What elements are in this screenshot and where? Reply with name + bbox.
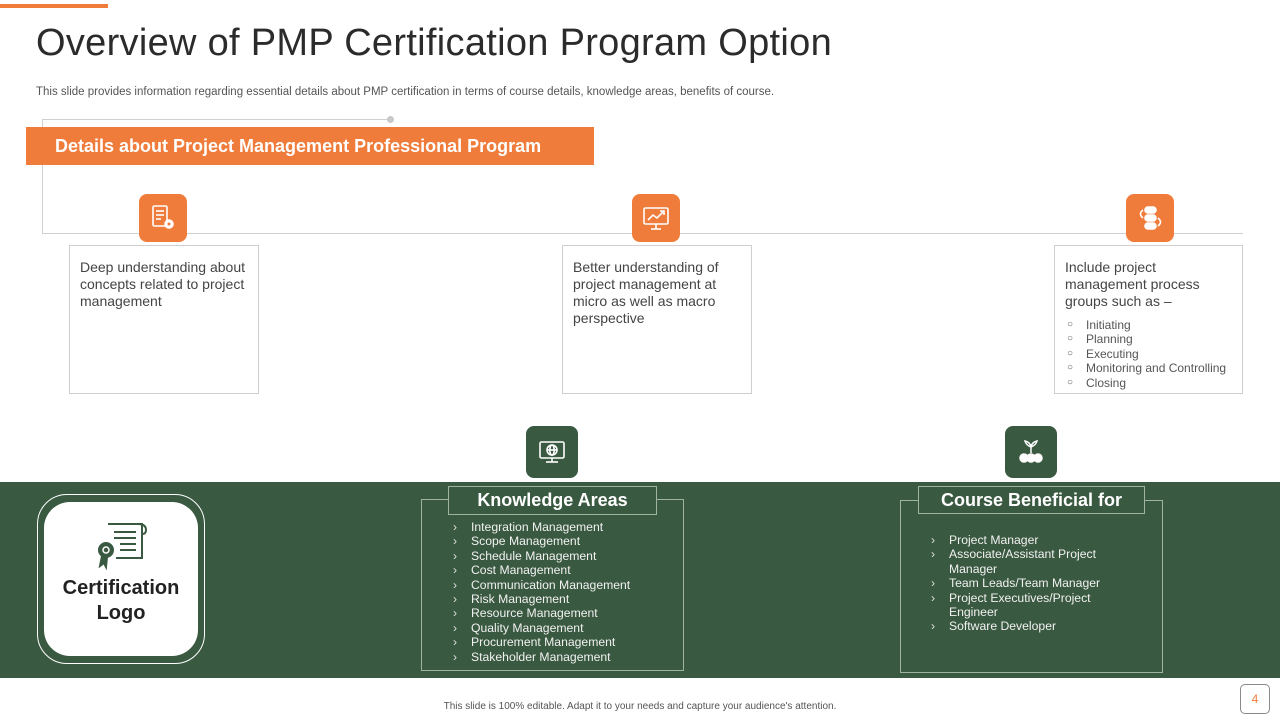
list-item: › Associate/Assistant Project Manager [929, 547, 1139, 576]
list-item: ○ Planning [1065, 332, 1232, 346]
course-beneficial-list [929, 533, 1139, 634]
list-item: › Scope Management [451, 534, 630, 548]
card-text: Better understanding of project management at micro as well as macro perspective [573, 259, 719, 326]
slide-title: Overview of PMP Certification Program Option [36, 22, 833, 64]
course-beneficial-heading: Course Beneficial for [918, 486, 1145, 514]
list-item: › Integration Management [451, 520, 630, 534]
money-growth-icon [1005, 426, 1057, 478]
certification-logo [44, 502, 198, 656]
details-banner: Details about Project Management Professional Program [26, 127, 594, 165]
process-group-list [1065, 318, 1232, 390]
list-item: › Project Manager [929, 533, 1139, 547]
list-item: › Procurement Management [451, 635, 630, 649]
list-item: › Schedule Management [451, 549, 630, 563]
frame-dot [387, 116, 394, 123]
list-item: › Resource Management [451, 606, 630, 620]
top-accent-bar [0, 4, 108, 8]
certification-logo-label [63, 576, 180, 626]
list-item: › Quality Management [451, 621, 630, 635]
presentation-chart-icon [632, 194, 680, 242]
list-item: ○ Monitoring and Controlling [1065, 361, 1232, 375]
list-item: › Cost Management [451, 563, 630, 577]
list-item: ○ Executing [1065, 347, 1232, 361]
slide-subtitle: This slide provides information regarding essential details about PMP certification in terms of course details, knowledge areas, benefits of course. [36, 86, 775, 98]
list-item: › Software Developer [929, 619, 1139, 633]
info-card-concepts [69, 245, 259, 394]
globe-monitor-icon [526, 426, 578, 478]
list-item: ○ Initiating [1065, 318, 1232, 332]
page-number: 4 [1240, 684, 1270, 714]
list-item: › Project Executives/Project Engineer [929, 591, 1139, 620]
certificate-icon [94, 520, 148, 570]
list-item: › Communication Management [451, 578, 630, 592]
process-flow-icon [1126, 194, 1174, 242]
list-item: ○ Closing [1065, 376, 1232, 390]
footer-text: This slide is 100% editable. Adapt it to your needs and capture your audience's attention. [443, 701, 837, 712]
list-item: › Risk Management [451, 592, 630, 606]
knowledge-areas-list [451, 520, 630, 664]
info-card-process-groups [1054, 245, 1243, 394]
knowledge-areas-heading: Knowledge Areas [448, 486, 657, 515]
card-text: Deep understanding about concepts related to project management [80, 259, 246, 309]
card-text: Include project management process groups such as – [1065, 259, 1200, 309]
list-item: › Team Leads/Team Manager [929, 576, 1139, 590]
document-gear-icon [139, 194, 187, 242]
list-item: › Stakeholder Management [451, 650, 630, 664]
info-card-perspective [562, 245, 752, 394]
logo-line-2: Logo [96, 602, 146, 624]
frame-line-top [42, 119, 390, 120]
logo-line-1: Certification [62, 577, 180, 599]
